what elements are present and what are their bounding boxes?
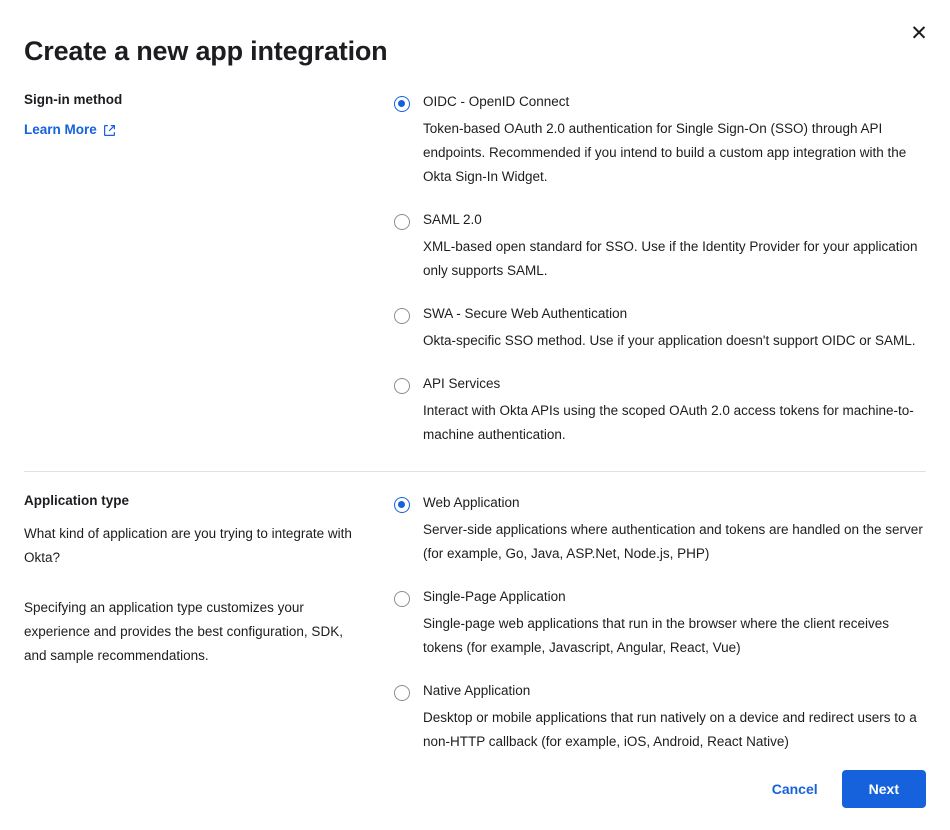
option-body — [423, 682, 926, 754]
option-title: SWA - Secure Web Authentication — [423, 306, 628, 321]
option-title: Single-Page Application — [423, 589, 566, 604]
radio-icon-swa[interactable] — [394, 308, 410, 324]
option-body — [423, 375, 926, 447]
option-description: XML-based open standard for SSO. Use if the Identity Provider for your application only supports SAML. — [423, 239, 918, 278]
option-description: Token-based OAuth 2.0 authentication for Single Sign-On (SSO) through API endpoints. Recommended if you intend to build a custom app integration with the Okta Sign-In Widget. — [423, 121, 907, 184]
learn-more-link[interactable] — [24, 122, 116, 137]
option-body — [423, 588, 926, 660]
option-saml[interactable] — [394, 211, 926, 283]
option-description: Interact with Okta APIs using the scoped OAuth 2.0 access tokens for machine-to-machine authentication. — [423, 403, 914, 442]
option-description: Desktop or mobile applications that run natively on a device and redirect users to a non-HTTP callback (for example, iOS, Android, React Native) — [423, 710, 917, 749]
option-api-services[interactable] — [394, 375, 926, 447]
signin-method-section — [24, 71, 926, 447]
signin-method-left — [24, 92, 394, 139]
option-web-application[interactable] — [394, 494, 926, 566]
application-type-left — [24, 493, 394, 668]
application-type-section — [24, 472, 926, 754]
radio-icon-api-services[interactable] — [394, 378, 410, 394]
page-title: Create a new app integration — [24, 36, 388, 66]
radio-icon-saml[interactable] — [394, 214, 410, 230]
application-type-note: Specifying an application type customizes your experience and provides the best configuration, SDK, and sample recommendations. — [24, 600, 343, 663]
signin-method-options — [394, 92, 926, 447]
radio-icon-single-page-application[interactable] — [394, 591, 410, 607]
close-icon[interactable]: ✕ — [904, 18, 934, 48]
application-type-question: What kind of application are you trying to integrate with Okta? — [24, 526, 352, 565]
radio-icon-native-application[interactable] — [394, 685, 410, 701]
radio-icon-oidc[interactable] — [394, 96, 410, 112]
signin-method-label: Sign-in method — [24, 92, 123, 107]
option-swa[interactable] — [394, 305, 926, 353]
cancel-button[interactable]: Cancel — [758, 771, 832, 807]
radio-icon-web-application[interactable] — [394, 497, 410, 513]
application-type-options — [394, 493, 926, 754]
option-oidc[interactable] — [394, 93, 926, 189]
option-native-application[interactable] — [394, 682, 926, 754]
option-body — [423, 211, 926, 283]
option-title: API Services — [423, 376, 501, 391]
option-body — [423, 305, 926, 353]
option-description: Okta-specific SSO method. Use if your application doesn't support OIDC or SAML. — [423, 333, 916, 348]
option-description: Server-side applications where authentication and tokens are handled on the server (for example, Go, Java, ASP.Net, Node.js, PHP) — [423, 522, 923, 561]
application-type-label: Application type — [24, 493, 130, 508]
learn-more-label: Learn More — [24, 122, 97, 137]
dialog-footer — [24, 770, 926, 808]
option-single-page-application[interactable] — [394, 588, 926, 660]
option-body — [423, 93, 926, 189]
option-title: SAML 2.0 — [423, 212, 482, 227]
option-title: Web Application — [423, 495, 520, 510]
next-button[interactable]: Next — [842, 770, 926, 808]
option-body — [423, 494, 926, 566]
option-description: Single-page web applications that run in the browser where the client receives tokens (for example, Javascript, Angular, React, Vue) — [423, 616, 890, 655]
option-title: OIDC - OpenID Connect — [423, 94, 570, 109]
external-link-icon — [103, 124, 116, 137]
option-title: Native Application — [423, 683, 531, 698]
